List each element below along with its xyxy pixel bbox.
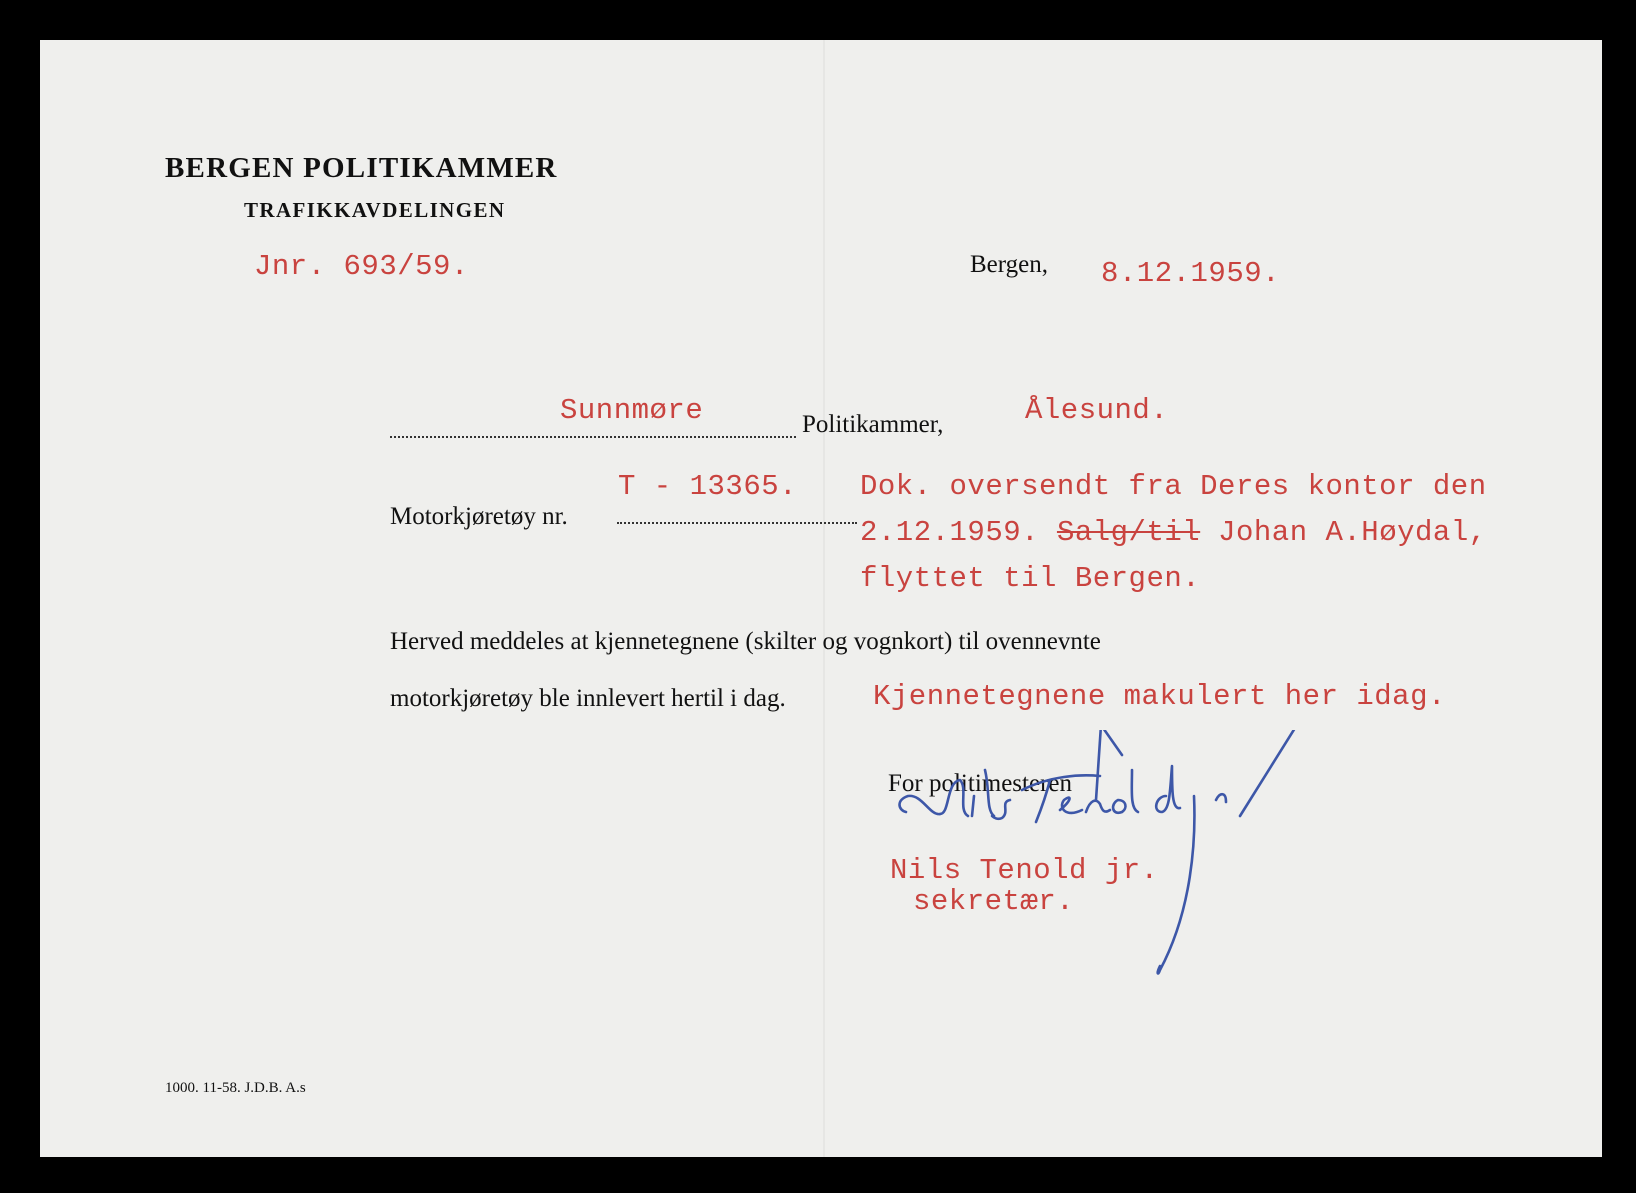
vehicle-number: T - 13365. xyxy=(618,470,798,503)
footer-print-code: 1000. 11-58. J.D.B. A.s xyxy=(165,1080,306,1096)
place-label: Bergen, xyxy=(970,251,1048,278)
note-new-owner: Johan A.Høydal, xyxy=(1218,516,1487,549)
fold-crease xyxy=(823,40,825,1157)
signer-name: Nils Tenold jr. xyxy=(890,854,1159,887)
recipient-district: Sunnmøre xyxy=(560,394,704,427)
letterhead-office: BERGEN POLITIKAMMER xyxy=(165,152,558,184)
journal-number: Jnr. 693/59. xyxy=(254,250,469,283)
signer-title: sekretær. xyxy=(913,885,1075,918)
letter-date: 8.12.1959. xyxy=(1101,257,1281,290)
note-line-1: Dok. oversendt fra Deres kontor den xyxy=(860,470,1487,503)
vehicle-label: Motorkjøretøy nr. xyxy=(390,503,568,530)
recipient-city: Ålesund. xyxy=(1025,394,1169,427)
body-line-1: Herved meddeles at kjennetegnene (skilter og vognkort) til ovennevnte xyxy=(390,628,1101,655)
note-line-3: flyttet til Bergen. xyxy=(860,562,1201,595)
recipient-dotted-line xyxy=(390,436,796,438)
letterhead-department: TRAFIKKAVDELINGEN xyxy=(244,198,506,222)
vehicle-dotted-line xyxy=(617,522,857,524)
recipient-label: Politikammer, xyxy=(802,411,944,438)
note-struck-text: Salg/til xyxy=(1056,516,1201,549)
closing-for-label: For politimesteren xyxy=(888,770,1072,797)
note-line-2 xyxy=(860,516,1487,549)
note-transfer-date: 2.12.1959. xyxy=(860,516,1040,549)
body-line-2: motorkjøretøy ble innlevert hertil i dag. xyxy=(390,685,786,712)
typed-addition: Kjennetegnene makulert her idag. xyxy=(873,680,1446,713)
letter-page xyxy=(40,40,1602,1157)
